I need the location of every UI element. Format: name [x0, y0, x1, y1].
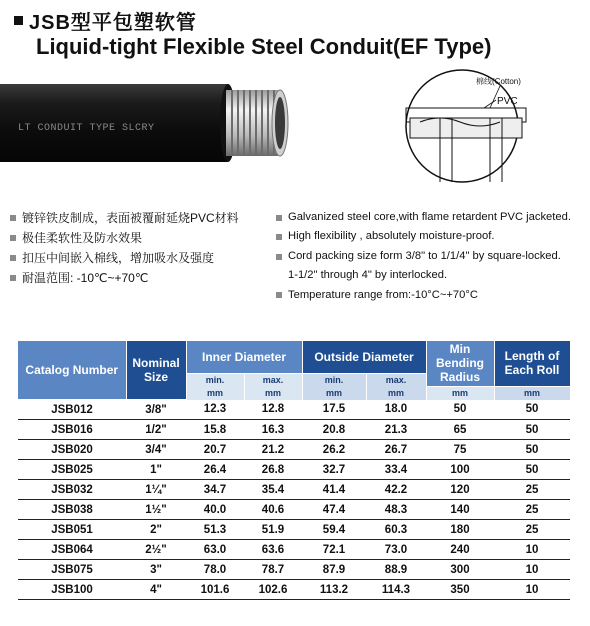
cell-bending: 140: [426, 500, 494, 520]
unit-mm: mm: [494, 386, 570, 399]
table-row: [18, 520, 570, 540]
cell-length: 10: [494, 540, 570, 560]
bullet-icon: [276, 215, 282, 221]
cell-outside-max: 26.7: [366, 440, 426, 460]
features-cn: [10, 208, 239, 288]
cell-catalog: JSB064: [18, 540, 126, 560]
cell-inner-min: 40.0: [186, 500, 244, 520]
unit-mm: mm: [426, 386, 494, 399]
bullet-icon: [276, 234, 282, 240]
cell-outside-max: 48.3: [366, 500, 426, 520]
cell-inner-min: 12.3: [186, 400, 244, 420]
cell-bending: 100: [426, 460, 494, 480]
cell-outside-min: 113.2: [302, 580, 366, 600]
feature-cn-item: 耐温范围: -10℃~+70℃: [10, 268, 239, 288]
cell-outside-max: 114.3: [366, 580, 426, 600]
cell-inner-max: 78.7: [244, 560, 302, 580]
table-row: [18, 440, 570, 460]
feature-cn-item: 极佳柔软性及防水效果: [10, 228, 239, 248]
table-row: [18, 400, 570, 420]
cell-inner-min: 34.7: [186, 480, 244, 500]
cell-catalog: JSB100: [18, 580, 126, 600]
cell-inner-min: 101.6: [186, 580, 244, 600]
cell-outside-min: 17.5: [302, 400, 366, 420]
cell-bending: 120: [426, 480, 494, 500]
cell-nominal: 2½": [126, 540, 186, 560]
table-row: [18, 420, 570, 440]
sub-max: max.: [244, 373, 302, 386]
cell-outside-min: 41.4: [302, 480, 366, 500]
cell-nominal: 1": [126, 460, 186, 480]
cell-length: 25: [494, 520, 570, 540]
cell-outside-max: 42.2: [366, 480, 426, 500]
cell-nominal: 1½": [126, 500, 186, 520]
feature-en-item: Galvanized steel core,with flame retardent PVC jacketed.: [276, 208, 571, 227]
cell-inner-max: 102.6: [244, 580, 302, 600]
cell-catalog: JSB012: [18, 400, 126, 420]
cell-length: 50: [494, 440, 570, 460]
cotton-label: 棉线(Cotton): [476, 77, 521, 86]
feature-en-item: Temperature range from:-10°C~+70°C: [276, 286, 571, 305]
header-length: Length of Each Roll: [494, 341, 570, 386]
cell-length: 50: [494, 400, 570, 420]
cell-inner-max: 16.3: [244, 420, 302, 440]
table-row: [18, 500, 570, 520]
cell-bending: 300: [426, 560, 494, 580]
cell-outside-min: 59.4: [302, 520, 366, 540]
title-cn-text: JSB型平包塑软管: [29, 12, 197, 34]
conduit-photo: [0, 80, 292, 166]
cell-inner-max: 21.2: [244, 440, 302, 460]
pvc-label: PVC: [497, 96, 518, 107]
cell-catalog: JSB032: [18, 480, 126, 500]
square-bullet-icon: [14, 16, 23, 25]
table-row: [18, 560, 570, 580]
bullet-icon: [276, 254, 282, 260]
cell-outside-min: 20.8: [302, 420, 366, 440]
cell-length: 25: [494, 480, 570, 500]
header-inner: Inner Diameter: [186, 341, 302, 373]
cell-outside-min: 26.2: [302, 440, 366, 460]
cell-bending: 75: [426, 440, 494, 460]
cell-nominal: 2": [126, 520, 186, 540]
cell-inner-max: 63.6: [244, 540, 302, 560]
header-catalog: Catalog Number: [18, 341, 126, 400]
header-outside: Outside Diameter: [302, 341, 426, 373]
conduit-print-text: LT CONDUIT TYPE SLCRY: [18, 123, 155, 134]
cell-inner-min: 51.3: [186, 520, 244, 540]
title-en: Liquid-tight Flexible Steel Conduit(EF Type): [36, 34, 492, 59]
table-row: [18, 480, 570, 500]
cell-inner-max: 35.4: [244, 480, 302, 500]
cell-nominal: 3/8": [126, 400, 186, 420]
feature-cn-item: 镀锌铁皮制成，表面被覆耐延烧PVC材料: [10, 208, 239, 228]
unit-mm: mm: [366, 386, 426, 399]
cell-inner-min: 78.0: [186, 560, 244, 580]
table-row: [18, 580, 570, 600]
cell-nominal: 1/2": [126, 420, 186, 440]
cell-outside-max: 73.0: [366, 540, 426, 560]
cell-bending: 50: [426, 400, 494, 420]
cell-nominal: 3": [126, 560, 186, 580]
cell-nominal: 1¼": [126, 480, 186, 500]
cell-length: 25: [494, 500, 570, 520]
cell-length: 10: [494, 580, 570, 600]
feature-en-item: Cord packing size form 3/8" to 1/1/4" by square-locked.: [276, 247, 571, 266]
feature-en-item: 1-1/2" through 4" by interlocked.: [288, 269, 448, 282]
cell-inner-min: 26.4: [186, 460, 244, 480]
cell-length: 10: [494, 560, 570, 580]
feature-en-item: High flexibility , absolutely moisture-proof.: [276, 227, 571, 246]
header-bending: Min Bending Radius: [426, 341, 494, 386]
cell-inner-min: 15.8: [186, 420, 244, 440]
bullet-icon: [10, 275, 16, 281]
cell-length: 50: [494, 420, 570, 440]
cell-inner-min: 63.0: [186, 540, 244, 560]
cell-outside-max: 18.0: [366, 400, 426, 420]
cell-outside-min: 87.9: [302, 560, 366, 580]
bullet-icon: [10, 255, 16, 261]
cell-catalog: JSB075: [18, 560, 126, 580]
cell-outside-min: 47.4: [302, 500, 366, 520]
cell-inner-min: 20.7: [186, 440, 244, 460]
sub-min: min.: [186, 373, 244, 386]
cell-bending: 65: [426, 420, 494, 440]
cell-outside-min: 32.7: [302, 460, 366, 480]
cell-bending: 240: [426, 540, 494, 560]
unit-mm: mm: [302, 386, 366, 399]
cell-outside-max: 60.3: [366, 520, 426, 540]
cell-catalog: JSB025: [18, 460, 126, 480]
feature-cn-item: 扣压中间嵌入棉线，增加吸水及强度: [10, 248, 239, 268]
cell-inner-max: 12.8: [244, 400, 302, 420]
cell-nominal: 3/4": [126, 440, 186, 460]
cell-catalog: JSB016: [18, 420, 126, 440]
cell-nominal: 4": [126, 580, 186, 600]
bullet-icon: [10, 215, 16, 221]
cell-inner-max: 51.9: [244, 520, 302, 540]
title-cn: [14, 6, 197, 35]
table-row: [18, 460, 570, 480]
unit-mm: mm: [244, 386, 302, 399]
unit-mm: mm: [186, 386, 244, 399]
cell-bending: 350: [426, 580, 494, 600]
cell-outside-max: 33.4: [366, 460, 426, 480]
cell-catalog: JSB038: [18, 500, 126, 520]
features-en: [276, 208, 571, 305]
cell-catalog: JSB020: [18, 440, 126, 460]
cell-outside-max: 21.3: [366, 420, 426, 440]
sub-min: min.: [302, 373, 366, 386]
table-row: [18, 540, 570, 560]
cell-length: 50: [494, 460, 570, 480]
cell-outside-max: 88.9: [366, 560, 426, 580]
header-nominal: Nominal Size: [126, 341, 186, 400]
bullet-icon: [276, 292, 282, 298]
spec-table: [18, 341, 571, 600]
cell-inner-max: 26.8: [244, 460, 302, 480]
cell-bending: 180: [426, 520, 494, 540]
cell-catalog: JSB051: [18, 520, 126, 540]
sub-max: max.: [366, 373, 426, 386]
cell-inner-max: 40.6: [244, 500, 302, 520]
cell-outside-min: 72.1: [302, 540, 366, 560]
bullet-icon: [10, 235, 16, 241]
